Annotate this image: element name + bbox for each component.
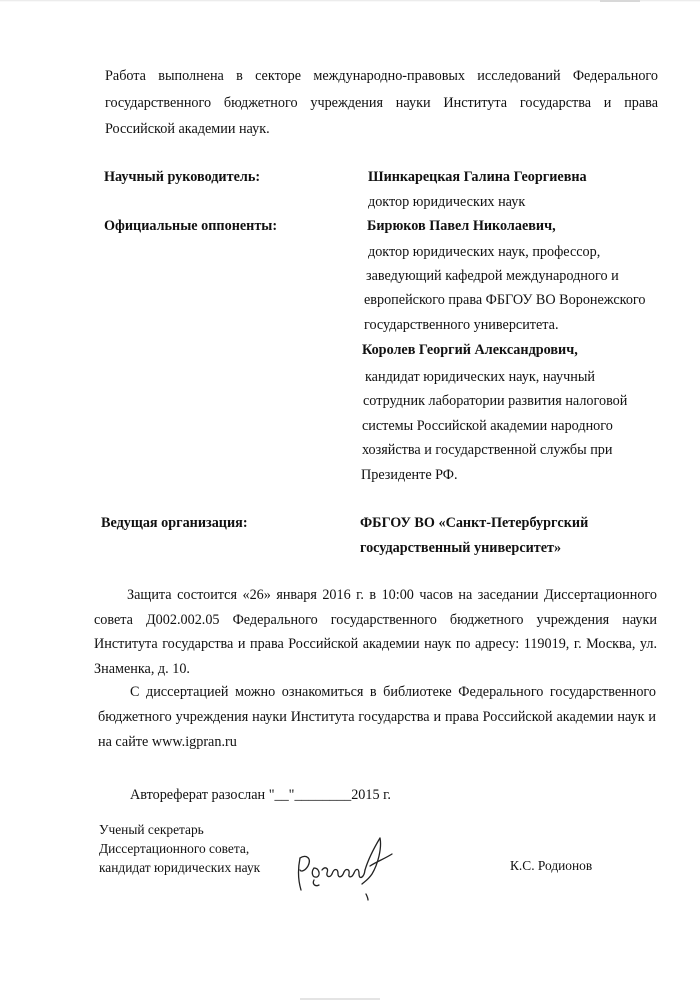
opponent-1-name: Бирюков Павел Николаевич, [367, 218, 556, 234]
opponent-2-line: кандидат юридических наук, научный [365, 369, 595, 385]
secretary-name: К.С. Родионов [510, 858, 593, 873]
secretary-block [99, 820, 260, 877]
opponent-1-line: европейского права ФБГОУ ВО Воронежского [364, 292, 646, 308]
opponents-label: Официальные оппоненты: [104, 218, 278, 234]
opponent-2-line: системы Российской академии народного [362, 418, 613, 434]
leading-org-line1: ФБГОУ ВО «Санкт-Петербургский [360, 515, 589, 531]
secretary-degree: кандидат юридических наук [99, 860, 261, 875]
scan-edge [0, 0, 700, 2]
opponent-2-line: сотрудник лаборатории развития налоговой [363, 393, 628, 409]
intro-paragraph: Работа выполнена в секторе международно-правовых исследований Федерального государственного бюджетного учреждения науки Института государства и права Российской академии наук. [105, 68, 658, 137]
supervisor-label: Научный руководитель: [104, 169, 261, 185]
leading-org-label: Ведущая организация: [101, 515, 248, 531]
supervisor-degree: доктор юридических наук [368, 194, 526, 210]
handwritten-signature [292, 828, 407, 908]
defense-paragraph: Защита состоится «26» января 2016 г. в 10:00 часов на заседании Диссертационного совета Д002.002.05 Федерального государственного бюджетного учреждения науки Института государства и права Российской академии наук по адресу: 119019, г. Москва, ул. Знаменка, д. 10. [94, 587, 657, 677]
opponent-1-line: государственного университета. [364, 317, 559, 333]
opponent-2-line: Президенте РФ. [361, 467, 458, 483]
opponent-1-line: доктор юридических наук, профессор, [368, 244, 601, 260]
scan-mark [600, 0, 640, 2]
opponent-2-line: хозяйства и государственной службы при [362, 442, 613, 458]
abstract-sent-line: Автореферат разослан "__"________2015 г. [130, 787, 391, 803]
secretary-title: Ученый секретарь [99, 822, 204, 837]
leading-org-line2: государственный университет» [360, 540, 562, 556]
opponent-1-line: заведующий кафедрой международного и [366, 268, 619, 284]
library-paragraph: С диссертацией можно ознакомиться в библиотеке Федерального государственного бюджетного учреждения науки Института государства и права Российской академии наук и на сайте www.igpran.ru [98, 684, 656, 750]
secretary-council: Диссертационного совета, [99, 841, 250, 856]
opponent-2-name: Королев Георгий Александрович, [362, 342, 578, 358]
supervisor-name: Шинкарецкая Галина Георгиевна [368, 169, 587, 185]
